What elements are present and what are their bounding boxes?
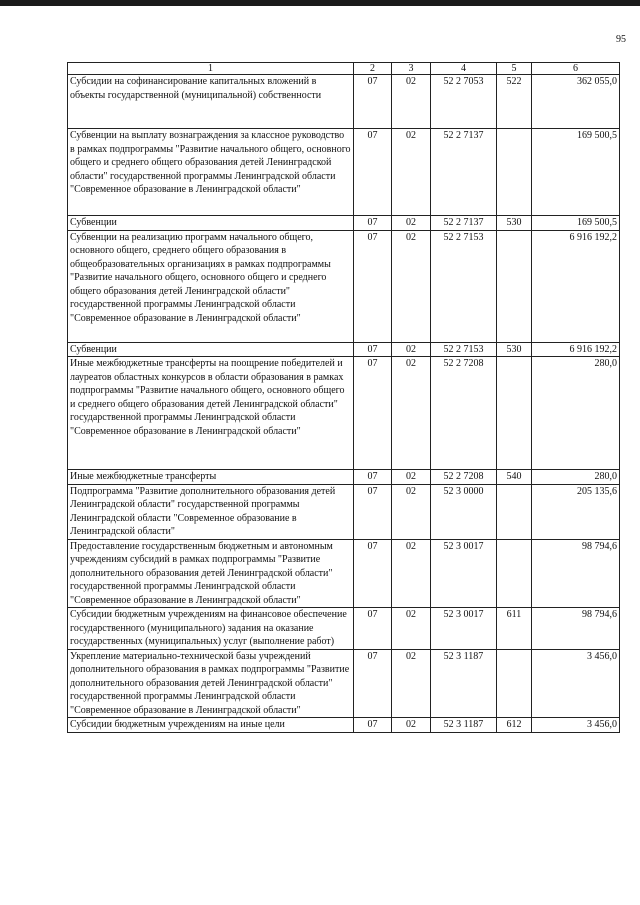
table-row bbox=[68, 608, 620, 650]
row-expense-type: 522 bbox=[497, 75, 532, 129]
row-name: Субвенции bbox=[68, 216, 354, 231]
row-section: 07 bbox=[354, 608, 392, 650]
row-expense-type: 612 bbox=[497, 718, 532, 733]
top-scan-border bbox=[0, 0, 640, 6]
row-section: 07 bbox=[354, 129, 392, 216]
row-expense-type: 611 bbox=[497, 608, 532, 650]
row-name: Субвенции на выплату вознаграждения за классное руководство в рамках подпрограммы "Развитие начального общего, основного общего и среднего общего образования детей Ленинградской области" государственной программы Ленинградской области "Современное образование в Ленинградской области" bbox=[68, 129, 354, 216]
row-subsection: 02 bbox=[392, 342, 431, 357]
row-expense-type bbox=[497, 649, 532, 718]
row-name: Субвенции bbox=[68, 342, 354, 357]
row-section: 07 bbox=[354, 470, 392, 485]
header-cell: 6 bbox=[532, 63, 620, 75]
row-section: 07 bbox=[354, 342, 392, 357]
row-name: Субсидии на софинансирование капитальных вложений в объекты государственной (муниципальной) собственности bbox=[68, 75, 354, 129]
table-row bbox=[68, 230, 620, 342]
row-name: Субвенции на реализацию программ начального общего, основного общего, среднего общего образования в общеобразовательных организациях в рамках подпрограммы "Развитие начального общего, основного общего и среднего общего образования детей Ленинградской области" государственной программы Ленинградской области "Современное образование в Ленинградской области" bbox=[68, 230, 354, 342]
row-target-code: 52 2 7153 bbox=[431, 230, 497, 342]
table-row bbox=[68, 216, 620, 231]
row-amount: 98 794,6 bbox=[532, 608, 620, 650]
row-target-code: 52 3 0017 bbox=[431, 539, 497, 608]
header-cell: 4 bbox=[431, 63, 497, 75]
row-expense-type bbox=[497, 539, 532, 608]
header-cell: 2 bbox=[354, 63, 392, 75]
row-amount: 3 456,0 bbox=[532, 649, 620, 718]
row-target-code: 52 3 1187 bbox=[431, 649, 497, 718]
row-subsection: 02 bbox=[392, 539, 431, 608]
row-section: 07 bbox=[354, 539, 392, 608]
row-target-code: 52 3 1187 bbox=[431, 718, 497, 733]
row-section: 07 bbox=[354, 649, 392, 718]
table-row bbox=[68, 718, 620, 733]
table-header-row bbox=[68, 63, 620, 75]
table-row bbox=[68, 539, 620, 608]
row-amount: 169 500,5 bbox=[532, 129, 620, 216]
row-name: Иные межбюджетные трансферты bbox=[68, 470, 354, 485]
row-expense-type bbox=[497, 357, 532, 470]
row-name: Иные межбюджетные трансферты на поощрение победителей и лауреатов областных конкурсов в области образования в рамках подпрограммы "Развитие начального общего, основного общего и среднего общего образования детей Ленинградской области" государственной программы Ленинградской области "Современное образование в Ленинградской области" bbox=[68, 357, 354, 470]
row-expense-type: 530 bbox=[497, 216, 532, 231]
header-cell: 1 bbox=[68, 63, 354, 75]
row-subsection: 02 bbox=[392, 129, 431, 216]
header-cell: 5 bbox=[497, 63, 532, 75]
row-amount: 280,0 bbox=[532, 357, 620, 470]
row-target-code: 52 2 7137 bbox=[431, 129, 497, 216]
row-name: Укрепление материально-технической базы учреждений дополнительного образования в рамках подпрограммы "Развитие дополнительного образования детей Ленинградской области" государственной программы Ленинградской области "Современное образование в Ленинградской области" bbox=[68, 649, 354, 718]
row-subsection: 02 bbox=[392, 75, 431, 129]
row-subsection: 02 bbox=[392, 470, 431, 485]
row-subsection: 02 bbox=[392, 230, 431, 342]
row-amount: 6 916 192,2 bbox=[532, 230, 620, 342]
row-name: Субсидии бюджетным учреждениям на иные цели bbox=[68, 718, 354, 733]
budget-table bbox=[67, 62, 620, 733]
row-target-code: 52 3 0017 bbox=[431, 608, 497, 650]
row-expense-type bbox=[497, 129, 532, 216]
row-name: Субсидии бюджетным учреждениям на финансовое обеспечение государственного (муниципального) задания на оказание государственных (муниципальных) услуг (выполнение работ) bbox=[68, 608, 354, 650]
header-cell: 3 bbox=[392, 63, 431, 75]
row-target-code: 52 2 7053 bbox=[431, 75, 497, 129]
table-row bbox=[68, 484, 620, 539]
row-name: Предоставление государственным бюджетным и автономным учреждениям субсидий в рамках подпрограммы "Развитие дополнительного образования детей Ленинградской области" государственной программы Ленинградской области "Современное образование в Ленинградской области" bbox=[68, 539, 354, 608]
row-target-code: 52 2 7208 bbox=[431, 470, 497, 485]
row-section: 07 bbox=[354, 718, 392, 733]
row-expense-type bbox=[497, 484, 532, 539]
row-amount: 98 794,6 bbox=[532, 539, 620, 608]
row-target-code: 52 2 7153 bbox=[431, 342, 497, 357]
row-section: 07 bbox=[354, 75, 392, 129]
row-section: 07 bbox=[354, 357, 392, 470]
row-subsection: 02 bbox=[392, 357, 431, 470]
row-amount: 169 500,5 bbox=[532, 216, 620, 231]
row-target-code: 52 2 7137 bbox=[431, 216, 497, 231]
table-row bbox=[68, 342, 620, 357]
table-row bbox=[68, 649, 620, 718]
row-subsection: 02 bbox=[392, 608, 431, 650]
row-subsection: 02 bbox=[392, 649, 431, 718]
row-expense-type bbox=[497, 230, 532, 342]
table-row bbox=[68, 75, 620, 129]
row-target-code: 52 3 0000 bbox=[431, 484, 497, 539]
row-subsection: 02 bbox=[392, 718, 431, 733]
table-row bbox=[68, 129, 620, 216]
row-name: Подпрограмма "Развитие дополнительного образования детей Ленинградской области" государственной программы Ленинградской области "Современное образование в Ленинградской области" bbox=[68, 484, 354, 539]
row-section: 07 bbox=[354, 216, 392, 231]
page-number: 95 bbox=[616, 34, 626, 45]
row-amount: 3 456,0 bbox=[532, 718, 620, 733]
row-target-code: 52 2 7208 bbox=[431, 357, 497, 470]
row-subsection: 02 bbox=[392, 484, 431, 539]
row-amount: 6 916 192,2 bbox=[532, 342, 620, 357]
row-expense-type: 530 bbox=[497, 342, 532, 357]
table-row bbox=[68, 470, 620, 485]
row-amount: 362 055,0 bbox=[532, 75, 620, 129]
row-section: 07 bbox=[354, 484, 392, 539]
row-subsection: 02 bbox=[392, 216, 431, 231]
table-row bbox=[68, 357, 620, 470]
row-amount: 205 135,6 bbox=[532, 484, 620, 539]
row-amount: 280,0 bbox=[532, 470, 620, 485]
row-expense-type: 540 bbox=[497, 470, 532, 485]
row-section: 07 bbox=[354, 230, 392, 342]
